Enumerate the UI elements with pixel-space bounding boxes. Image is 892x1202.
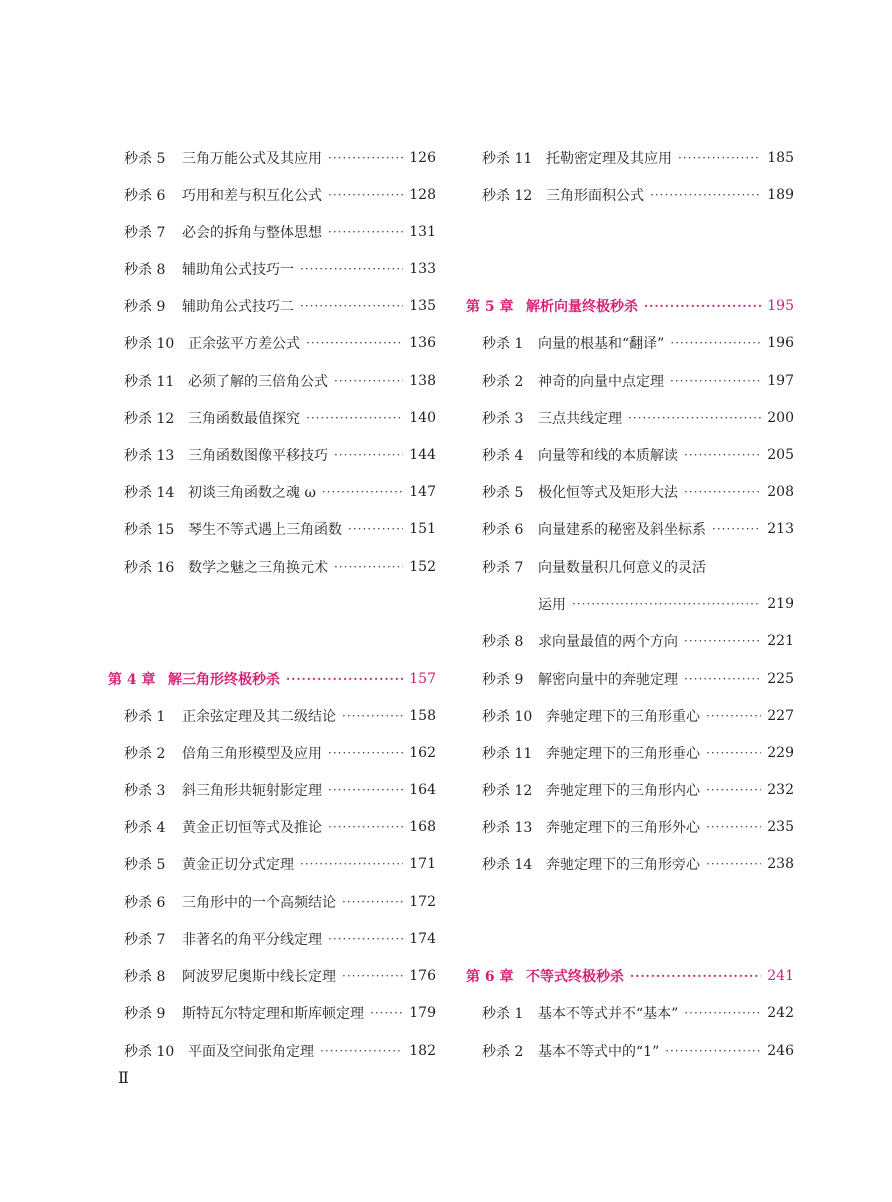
entry-label: 秒杀 3 bbox=[124, 783, 166, 799]
entry-title: 托勒密定理及其应用 bbox=[546, 151, 672, 167]
leader-dots bbox=[706, 778, 761, 802]
toc-entry[interactable] bbox=[124, 146, 436, 170]
toc-entry[interactable] bbox=[482, 183, 794, 207]
entry-page: 151 bbox=[409, 521, 436, 537]
entry-label: 秒杀 7 bbox=[124, 932, 166, 948]
entry-title: 奔驰定理下的三角形外心 bbox=[546, 820, 700, 836]
toc-entry[interactable] bbox=[482, 629, 794, 653]
entry-page: 208 bbox=[767, 484, 794, 500]
entry-title: 三角万能公式及其应用 bbox=[182, 151, 322, 167]
entry-page: 221 bbox=[767, 633, 794, 649]
entry-label: 秒杀 7 bbox=[482, 560, 524, 576]
entry-page: 238 bbox=[767, 856, 794, 872]
toc-entry[interactable] bbox=[482, 369, 794, 393]
leader-dots bbox=[650, 183, 761, 207]
chapter-title: 解析向量终极秒杀 bbox=[526, 299, 638, 315]
entry-page: 152 bbox=[409, 559, 436, 575]
chapter-label: 第 5 章 bbox=[466, 299, 514, 315]
entry-title: 黄金正切分式定理 bbox=[182, 857, 294, 873]
toc-entry-continuation[interactable] bbox=[482, 592, 794, 616]
entry-page: 242 bbox=[767, 1005, 794, 1021]
toc-entry[interactable] bbox=[124, 369, 436, 393]
leader-dots bbox=[628, 406, 761, 430]
chapter-heading[interactable] bbox=[466, 294, 794, 318]
toc-entry[interactable] bbox=[124, 741, 436, 765]
leader-dots bbox=[348, 517, 403, 541]
toc-entry[interactable] bbox=[124, 183, 436, 207]
chapter-page: 241 bbox=[767, 968, 794, 984]
toc-entry[interactable] bbox=[482, 406, 794, 430]
entry-title: 三角形中的一个高频结论 bbox=[182, 895, 336, 911]
toc-entry[interactable] bbox=[482, 741, 794, 765]
toc-entry[interactable] bbox=[124, 480, 436, 504]
entry-label: 秒杀 10 bbox=[124, 1044, 175, 1060]
entry-title: 向量的根基和“翻译” bbox=[538, 336, 665, 352]
leader-dots bbox=[334, 369, 403, 393]
toc-entry[interactable] bbox=[124, 778, 436, 802]
leader-dots bbox=[684, 1001, 761, 1025]
entry-page: 205 bbox=[767, 447, 794, 463]
toc-entry[interactable] bbox=[124, 257, 436, 281]
entry-title: 琴生不等式遇上三角函数 bbox=[188, 522, 342, 538]
leader-dots bbox=[706, 741, 761, 765]
leader-dots bbox=[300, 257, 403, 281]
toc-entry[interactable] bbox=[482, 815, 794, 839]
toc-entry[interactable] bbox=[124, 704, 436, 728]
entry-page: 136 bbox=[409, 335, 436, 351]
entry-page: 219 bbox=[767, 596, 794, 612]
entry-page: 213 bbox=[767, 521, 794, 537]
entry-title: 基本不等式并不“基本” bbox=[538, 1006, 679, 1022]
toc-entry[interactable] bbox=[482, 852, 794, 876]
entry-title: 三角函数最值探究 bbox=[188, 411, 300, 427]
entry-page: 225 bbox=[767, 671, 794, 687]
entry-label: 秒杀 4 bbox=[482, 448, 524, 464]
leader-dots bbox=[684, 443, 761, 467]
entry-title: 运用 bbox=[538, 597, 566, 613]
entry-page: 200 bbox=[767, 410, 794, 426]
entry-title: 向量建系的秘密及斜坐标系 bbox=[538, 522, 706, 538]
entry-title: 辅助角公式技巧一 bbox=[182, 262, 294, 278]
entry-title: 斯特瓦尔特定理和斯库顿定理 bbox=[182, 1006, 364, 1022]
entry-title: 必会的拆角与整体思想 bbox=[182, 225, 322, 241]
leader-dots bbox=[320, 1039, 403, 1063]
entry-label: 秒杀 9 bbox=[482, 672, 524, 688]
leader-dots bbox=[300, 294, 403, 318]
leader-dots bbox=[334, 555, 403, 579]
leader-dots bbox=[328, 778, 403, 802]
leader-dots bbox=[630, 964, 761, 988]
entry-title: 解密向量中的奔驰定理 bbox=[538, 672, 678, 688]
entry-label: 秒杀 10 bbox=[124, 336, 175, 352]
entry-label: 秒杀 1 bbox=[482, 1006, 524, 1022]
toc-entry[interactable] bbox=[124, 555, 436, 579]
entry-label: 秒杀 3 bbox=[482, 411, 524, 427]
toc-entry[interactable] bbox=[124, 517, 436, 541]
leader-dots bbox=[712, 517, 761, 541]
leader-dots bbox=[706, 852, 761, 876]
entry-label: 秒杀 13 bbox=[482, 820, 533, 836]
entry-title: 必须了解的三倍角公式 bbox=[188, 374, 328, 390]
entry-title: 奔驰定理下的三角形旁心 bbox=[546, 857, 700, 873]
entry-title: 极化恒等式及矩形大法 bbox=[538, 485, 678, 501]
page-number: Ⅱ bbox=[118, 1068, 129, 1087]
entry-title: 阿波罗尼奥斯中线长定理 bbox=[182, 969, 336, 985]
entry-label: 秒杀 15 bbox=[124, 522, 175, 538]
leader-dots bbox=[706, 815, 761, 839]
entry-title: 三角形面积公式 bbox=[546, 188, 644, 204]
entry-title: 奔驰定理下的三角形垂心 bbox=[546, 746, 700, 762]
toc-entry[interactable] bbox=[124, 852, 436, 876]
entry-page: 246 bbox=[767, 1043, 794, 1059]
entry-title: 求向量最值的两个方向 bbox=[538, 634, 678, 650]
entry-page: 135 bbox=[409, 298, 436, 314]
entry-page: 164 bbox=[409, 782, 436, 798]
entry-label: 秒杀 13 bbox=[124, 448, 175, 464]
entry-title: 神奇的向量中点定理 bbox=[538, 374, 664, 390]
leader-dots bbox=[670, 369, 761, 393]
toc-entry[interactable] bbox=[482, 778, 794, 802]
toc-entry[interactable] bbox=[482, 1039, 794, 1063]
entry-page: 133 bbox=[409, 261, 436, 277]
entry-page: 162 bbox=[409, 745, 436, 761]
leader-dots bbox=[342, 704, 403, 728]
entry-page: 232 bbox=[767, 782, 794, 798]
toc-entry[interactable] bbox=[124, 1001, 436, 1025]
entry-page: 174 bbox=[409, 931, 436, 947]
entry-page: 235 bbox=[767, 819, 794, 835]
toc-entry[interactable] bbox=[124, 890, 436, 914]
entry-title: 非著名的角平分线定理 bbox=[182, 932, 322, 948]
entry-label: 秒杀 11 bbox=[482, 151, 533, 167]
chapter-heading[interactable] bbox=[108, 667, 436, 691]
entry-label: 秒杀 11 bbox=[124, 374, 175, 390]
entry-label: 秒杀 1 bbox=[482, 336, 524, 352]
chapter-title: 不等式终极秒杀 bbox=[526, 969, 624, 985]
entry-label: 秒杀 16 bbox=[124, 560, 175, 576]
entry-page: 131 bbox=[409, 224, 436, 240]
leader-dots bbox=[572, 592, 761, 616]
toc-entry[interactable] bbox=[482, 146, 794, 170]
toc-entry[interactable] bbox=[482, 331, 794, 355]
entry-label: 秒杀 14 bbox=[482, 857, 533, 873]
toc-entry[interactable] bbox=[124, 406, 436, 430]
chapter-label: 第 6 章 bbox=[466, 969, 514, 985]
entry-page: 197 bbox=[767, 373, 794, 389]
entry-label: 秒杀 12 bbox=[124, 411, 175, 427]
entry-title: 正余弦平方差公式 bbox=[188, 336, 300, 352]
entry-label: 秒杀 5 bbox=[482, 485, 524, 501]
entry-title: 基本不等式中的“1” bbox=[538, 1044, 660, 1060]
leader-dots bbox=[678, 146, 761, 170]
toc-entry[interactable] bbox=[124, 964, 436, 988]
entry-label: 秒杀 7 bbox=[124, 225, 166, 241]
entry-title: 辅助角公式技巧二 bbox=[182, 299, 294, 315]
entry-page: 144 bbox=[409, 447, 436, 463]
entry-page: 227 bbox=[767, 708, 794, 724]
entry-page: 158 bbox=[409, 708, 436, 724]
entry-label: 秒杀 5 bbox=[124, 151, 166, 167]
entry-title: 向量数量积几何意义的灵活 bbox=[538, 560, 706, 576]
entry-page: 126 bbox=[409, 150, 436, 166]
entry-label: 秒杀 2 bbox=[482, 1044, 524, 1060]
leader-dots bbox=[322, 480, 403, 504]
chapter-page: 157 bbox=[409, 671, 436, 687]
entry-title: 初谈三角函数之魂 ω bbox=[188, 485, 316, 501]
leader-dots bbox=[670, 331, 761, 355]
entry-page: 171 bbox=[409, 856, 436, 872]
entry-page: 138 bbox=[409, 373, 436, 389]
toc-entry[interactable] bbox=[124, 331, 436, 355]
leader-dots bbox=[342, 890, 403, 914]
entry-page: 185 bbox=[767, 150, 794, 166]
entry-title: 数学之魅之三角换元术 bbox=[188, 560, 328, 576]
entry-label: 秒杀 4 bbox=[124, 820, 166, 836]
leader-dots bbox=[328, 146, 403, 170]
entry-page: 229 bbox=[767, 745, 794, 761]
toc-entry[interactable] bbox=[482, 1001, 794, 1025]
toc-entry[interactable] bbox=[482, 667, 794, 691]
entry-label: 秒杀 12 bbox=[482, 783, 533, 799]
toc-entry[interactable] bbox=[124, 1039, 436, 1063]
entry-label: 秒杀 5 bbox=[124, 857, 166, 873]
entry-page: 168 bbox=[409, 819, 436, 835]
entry-label: 秒杀 8 bbox=[124, 262, 166, 278]
toc-entry[interactable] bbox=[124, 443, 436, 467]
leader-dots bbox=[328, 815, 403, 839]
leader-dots bbox=[328, 741, 403, 765]
leader-dots bbox=[334, 443, 403, 467]
entry-label: 秒杀 6 bbox=[482, 522, 524, 538]
leader-dots bbox=[665, 1039, 761, 1063]
entry-title: 黄金正切恒等式及推论 bbox=[182, 820, 322, 836]
entry-label: 秒杀 9 bbox=[124, 299, 166, 315]
entry-page: 147 bbox=[409, 484, 436, 500]
entry-page: 172 bbox=[409, 894, 436, 910]
entry-label: 秒杀 11 bbox=[482, 746, 533, 762]
leader-dots bbox=[306, 331, 403, 355]
entry-page: 128 bbox=[409, 187, 436, 203]
leader-dots bbox=[684, 480, 761, 504]
entry-page: 196 bbox=[767, 335, 794, 351]
leader-dots bbox=[684, 629, 761, 653]
entry-title: 平面及空间张角定理 bbox=[188, 1044, 314, 1060]
toc-entry[interactable] bbox=[482, 517, 794, 541]
entry-page: 140 bbox=[409, 410, 436, 426]
leader-dots bbox=[306, 406, 403, 430]
leader-dots bbox=[684, 667, 761, 691]
entry-title: 三角函数图像平移技巧 bbox=[188, 448, 328, 464]
toc-entry[interactable] bbox=[124, 220, 436, 244]
entry-label: 秒杀 6 bbox=[124, 188, 166, 204]
chapter-label: 第 4 章 bbox=[108, 672, 156, 688]
entry-title: 奔驰定理下的三角形内心 bbox=[546, 783, 700, 799]
chapter-title: 解三角形终极秒杀 bbox=[168, 672, 280, 688]
toc-entry[interactable] bbox=[482, 555, 794, 579]
entry-label: 秒杀 6 bbox=[124, 895, 166, 911]
leader-dots bbox=[286, 667, 403, 691]
entry-label: 秒杀 14 bbox=[124, 485, 175, 501]
leader-dots bbox=[328, 220, 403, 244]
leader-dots bbox=[300, 852, 403, 876]
entry-label: 秒杀 2 bbox=[482, 374, 524, 390]
entry-page: 179 bbox=[409, 1005, 436, 1021]
entry-title: 正余弦定理及其二级结论 bbox=[182, 709, 336, 725]
toc-entry[interactable] bbox=[124, 927, 436, 951]
leader-dots bbox=[706, 704, 761, 728]
entry-label: 秒杀 8 bbox=[482, 634, 524, 650]
entry-label: 秒杀 8 bbox=[124, 969, 166, 985]
toc-entry[interactable] bbox=[124, 815, 436, 839]
leader-dots bbox=[370, 1001, 403, 1025]
entry-page: 182 bbox=[409, 1043, 436, 1059]
entry-label: 秒杀 12 bbox=[482, 188, 533, 204]
entry-title: 向量等和线的本质解读 bbox=[538, 448, 678, 464]
leader-dots bbox=[342, 964, 403, 988]
entry-title: 奔驰定理下的三角形重心 bbox=[546, 709, 700, 725]
leader-dots bbox=[328, 183, 403, 207]
entry-title: 巧用和差与积互化公式 bbox=[182, 188, 322, 204]
entry-title: 斜三角形共轭射影定理 bbox=[182, 783, 322, 799]
toc-entry[interactable] bbox=[482, 704, 794, 728]
entry-page: 189 bbox=[767, 187, 794, 203]
leader-dots bbox=[644, 294, 761, 318]
entry-label: 秒杀 10 bbox=[482, 709, 533, 725]
entry-label: 秒杀 1 bbox=[124, 709, 166, 725]
leader-dots bbox=[328, 927, 403, 951]
toc-entry[interactable] bbox=[482, 480, 794, 504]
chapter-page: 195 bbox=[767, 298, 794, 314]
toc-entry[interactable] bbox=[482, 443, 794, 467]
chapter-heading[interactable] bbox=[466, 964, 794, 988]
entry-page: 176 bbox=[409, 968, 436, 984]
entry-title: 倍角三角形模型及应用 bbox=[182, 746, 322, 762]
entry-label: 秒杀 9 bbox=[124, 1006, 166, 1022]
toc-entry[interactable] bbox=[124, 294, 436, 318]
entry-label: 秒杀 2 bbox=[124, 746, 166, 762]
entry-title: 三点共线定理 bbox=[538, 411, 622, 427]
